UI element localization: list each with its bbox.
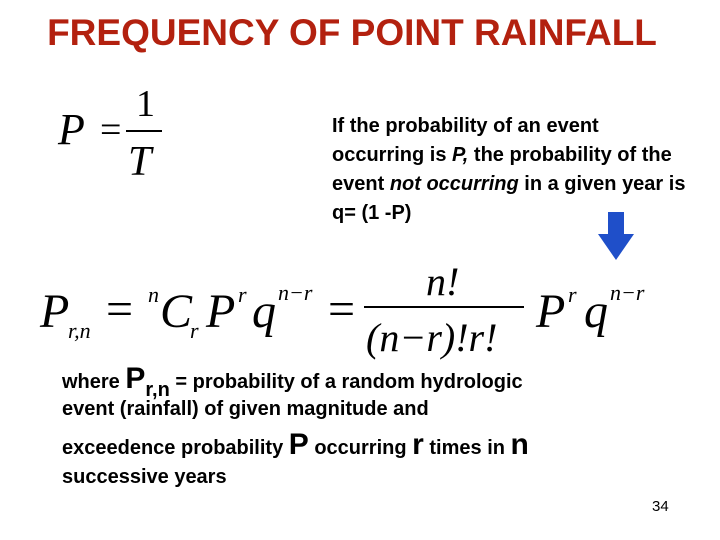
where-line3-n: n <box>510 428 529 461</box>
formula2-sub-rn: r,n <box>68 318 91 343</box>
where-line3-b: occurring <box>308 437 413 459</box>
formula1-numerator: 1 <box>136 83 155 125</box>
formula2-fraction-bar <box>364 306 524 308</box>
description-paragraph <box>332 112 692 228</box>
where-lead: where <box>62 371 126 393</box>
down-arrow-icon <box>596 212 636 262</box>
formula1-fraction-bar <box>126 130 162 132</box>
description-part2: the probability of the event <box>332 144 672 195</box>
where-line3-a: exceedence probability <box>62 437 289 459</box>
formula2-sup-nr: n−r <box>278 280 313 305</box>
where-line-4: successive years <box>62 466 227 488</box>
where-line1-rest: = probability of a random hydrologic <box>169 371 523 393</box>
page-number: 34 <box>652 498 669 515</box>
formula2-denominator: (n−r)!r! <box>366 315 498 360</box>
description-symbol-p: P, <box>452 144 469 166</box>
where-line3-p: P <box>288 428 309 461</box>
formula2-eq1: = <box>106 283 134 336</box>
formula2-p: P <box>40 285 70 338</box>
formula2-sup-r: r <box>238 282 247 307</box>
formula2-sub-r: r <box>190 318 199 343</box>
where-line3-c: times in <box>423 437 511 459</box>
formula1-equals: = <box>100 109 122 151</box>
where-line3-r: r <box>412 428 424 461</box>
where-line-1 <box>62 362 523 401</box>
formula1-lhs: P <box>58 105 85 154</box>
description-part1: If the probability of an event occurring is <box>332 115 599 166</box>
slide-title: FREQUENCY OF POINT RAINFALL <box>47 12 657 53</box>
description-emphasis: not occurring <box>389 173 519 195</box>
description-part3: in a given year is q= (1 -P) <box>332 173 686 224</box>
where-p-sub: r,n <box>145 379 170 401</box>
where-line-2: event (rainfall) of given magnitude and <box>62 398 429 420</box>
formula2-q2: q <box>584 285 608 338</box>
formula1-denominator: T <box>128 139 152 185</box>
formula2-sup-n: n <box>148 282 159 307</box>
formula2-c: C <box>160 285 193 338</box>
where-p-symbol: P <box>125 362 146 395</box>
formula2-numerator: n! <box>426 259 460 304</box>
formula2-sup-r2: r <box>568 282 577 307</box>
formula2-p3: P <box>536 285 566 338</box>
formula2-p2: P <box>206 285 236 338</box>
formula2-eq2: = <box>328 283 356 336</box>
formula2-sup-nr2: n−r <box>610 280 645 305</box>
where-line-3 <box>62 428 529 462</box>
formula2-q: q <box>252 285 276 338</box>
